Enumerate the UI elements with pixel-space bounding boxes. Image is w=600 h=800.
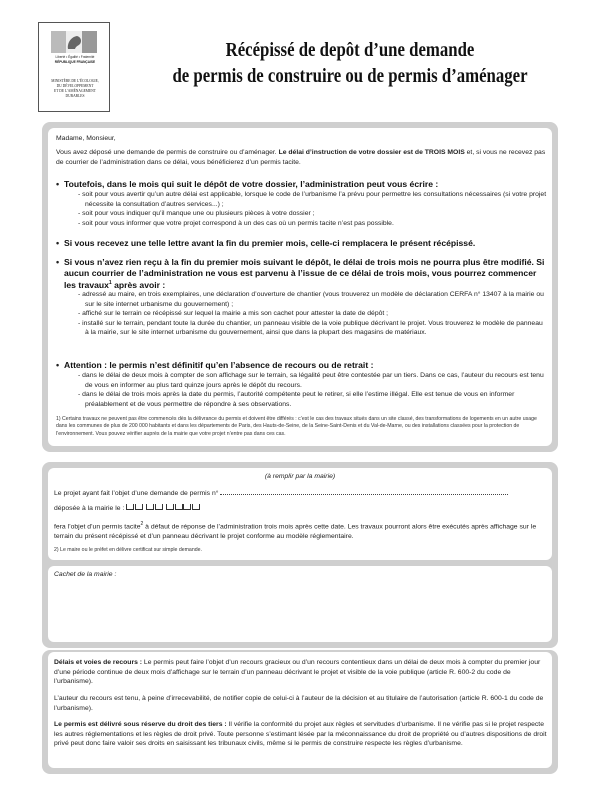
logo-motto: Liberté • Égalité • Fraternité <box>55 55 95 59</box>
list-item: - soit pour vous informer que votre projet correspond à un des cas où un permis tacite n’est pas possible. <box>78 219 394 227</box>
list-item: - dans le délai de deux mois à compter de son affichage sur le terrain, sa légalité peut être contestée par un tiers. Dans ce cas, l’auteur du recours est tenu de vous en informer au plus tard quinze jours après le dépôt du recours. <box>78 372 544 389</box>
recours-panel <box>42 650 558 774</box>
section-delay-heading: Toutefois, dans le mois qui suit le dépôt de votre dossier, l’administration peut vous écrire : <box>64 179 439 189</box>
bullet-icon: • <box>56 179 60 189</box>
section-delay-list <box>56 190 548 228</box>
logo-ministry: MINISTÈRE DE L'ÉCOLOGIE, DU DÉVELOPPEMENT ET DE L'AMÉNAGEMENT DURABLES <box>51 79 99 98</box>
cachet-label: Cachet de la mairie : <box>54 571 117 578</box>
tacit-permit-paragraph: fera l’objet d’un permis tacite$^2$ à défaut de réponse de l’administration trois mois après cette date. Les travaux pourront alors être exécutés après affichage sur le terrain du présent récépissé et d’un panneau décrivant le projet conforme au modèle réglementaire. <box>54 521 537 540</box>
intro-paragraph: Vous avez déposé une demande de permis de construire ou d’aménager. Le délai d’instruction de votre dossier est de TROIS MOIS et, si vous ne recevez pas de courrier de l’administration dans ce délai, vous bénéficierez d’un permis tacite. <box>56 149 546 166</box>
mairie-panel <box>42 462 558 648</box>
bullet-icon: • <box>56 360 60 370</box>
section-letter-heading: Si vous recevez une telle lettre avant la fin du premier mois, celle-ci remplacera le présent récépissé. <box>64 238 476 248</box>
footnote-1: 1) Certains travaux ne peuvent pas être commencés dès la délivrance du permis et doivent être différés : c’est le cas des travaux situés dans un site classé, des transformations de logements en un autre usage dans les communes de plus de 200 000 habitants et dans les départements de Paris, des Hauts-de-Seine, de la Seine-Saint-Denis et du Val-de-Marne, ou des installations classées pour la protection de l’environnement. Vous pouvez vérifier auprès de la mairie que votre projet n’entre pas dans ces cas. <box>56 416 537 437</box>
list-item: - installé sur le terrain, pendant toute la durée du chantier, un panneau visible de la voie publique décrivant le projet. Vous trouverez le modèle de panneau à la mairie, sur le site internet urbanisme du gouvernement, ainsi que dans la plupart des magasins de matériaux. <box>78 319 543 337</box>
marianne-icon <box>51 31 97 53</box>
bullet-icon: • <box>56 257 60 267</box>
recours-paragraph: Délais et voies de recours : Le permis peut faire l’objet d’un recours gracieux ou d’un recours contentieux dans un délai de deux mois à compter du premier jour d’une période continue de deux mois d’affichage sur le terrain d’un panneau décrivant le projet et visible de la voie publique (article R. 600-2 du code de l’urbanisme). <box>54 659 541 686</box>
permit-number-field[interactable] <box>220 488 508 495</box>
recours-card <box>48 652 552 768</box>
section-works-list <box>56 290 548 338</box>
list-item: - soit pour vous avertir qu’un autre délai est applicable, lorsque le code de l’urbanisme l’a prévu pour permettre les consultations nécessaires (si votre projet nécessite la consultation d’autres services...) ; <box>78 191 547 208</box>
section-appeal-list <box>56 371 548 409</box>
cachet-area[interactable] <box>48 566 552 642</box>
ministry-logo <box>38 22 110 112</box>
deposit-date-line: déposée à la mairie le : <box>54 504 548 514</box>
logo-republic: RÉPUBLIQUE FRANÇAISE <box>54 60 96 64</box>
list-item: - soit pour vous indiquer qu’il manque une ou plusieurs pièces à votre dossier ; <box>78 210 315 218</box>
list-item: - dans le délai de trois mois après la date du permis, l’autorité compétente peut le retirer, si elle l’estime illégal. Elle est tenue de vous en informer préalablement et de vous permettre de répondre à ses observations. <box>78 391 515 408</box>
notification-paragraph: L’auteur du recours est tenu, à peine d’irrecevabilité, de notifier copie de celui-ci à l’auteur de la décision et au titulaire de l’autorisation (article R. 600-1 du code de l’urbanisme). <box>54 695 544 712</box>
deposit-date-field[interactable] <box>126 504 200 514</box>
footnote-2: 2) Le maire ou le préfet en délivre certificat sur simple demande. <box>54 547 202 553</box>
bullet-icon: • <box>56 238 60 248</box>
list-item: - affiché sur le terrain ce récépissé sur lequel la mairie a mis son cachet pour attester la date de dépôt ; <box>78 310 389 318</box>
mairie-card <box>48 468 552 560</box>
mairie-heading: (à remplir par la mairie) <box>264 473 336 480</box>
section-appeal-heading: Attention : le permis n’est définitif qu’en l’absence de recours ou de retrait : <box>64 360 374 370</box>
permit-number-line: Le projet ayant fait l’objet d’une demande de permis n° <box>54 488 548 499</box>
letter-panel <box>42 122 558 452</box>
section-works-heading: Si vous n’avez rien reçu à la fin du premier mois suivant le dépôt, le délai de trois mois ne pourra plus être modifié. Si aucun courrier de l’administration ne vous est parvenu à l’issue de ce délai de trois mois, vous pourrez commencer les travaux$^1$ après avoir : <box>64 257 545 291</box>
page-title: Récépissé de depôt d’une demande de permis de construire ou de permis d’aménager <box>172 40 528 87</box>
greeting: Madame, Monsieur, <box>56 135 116 142</box>
third-party-paragraph: Le permis est délivré sous réserve du droit des tiers : Il vérifie la conformité du projet aux règles et servitudes d’urbanisme. Il ne vérifie pas si le projet respecte les autres réglementations et les règles de droit privé. Toute personne s’estimant lésée par la méconnaissance du droit de propriété ou d’autres dispositions de droit privé peut donc faire valoir ses droits en saisissant les tribunaux civils, même si le permis de construire respecte les règles d’urbanisme. <box>54 721 547 748</box>
list-item: - adressé au maire, en trois exemplaires, une déclaration d’ouverture de chantier (vous trouverez un modèle de déclaration CERFA n° 13407 à la mairie ou sur le site internet urbanisme du gouvernement) ; <box>78 291 544 308</box>
letter-card <box>48 128 552 446</box>
